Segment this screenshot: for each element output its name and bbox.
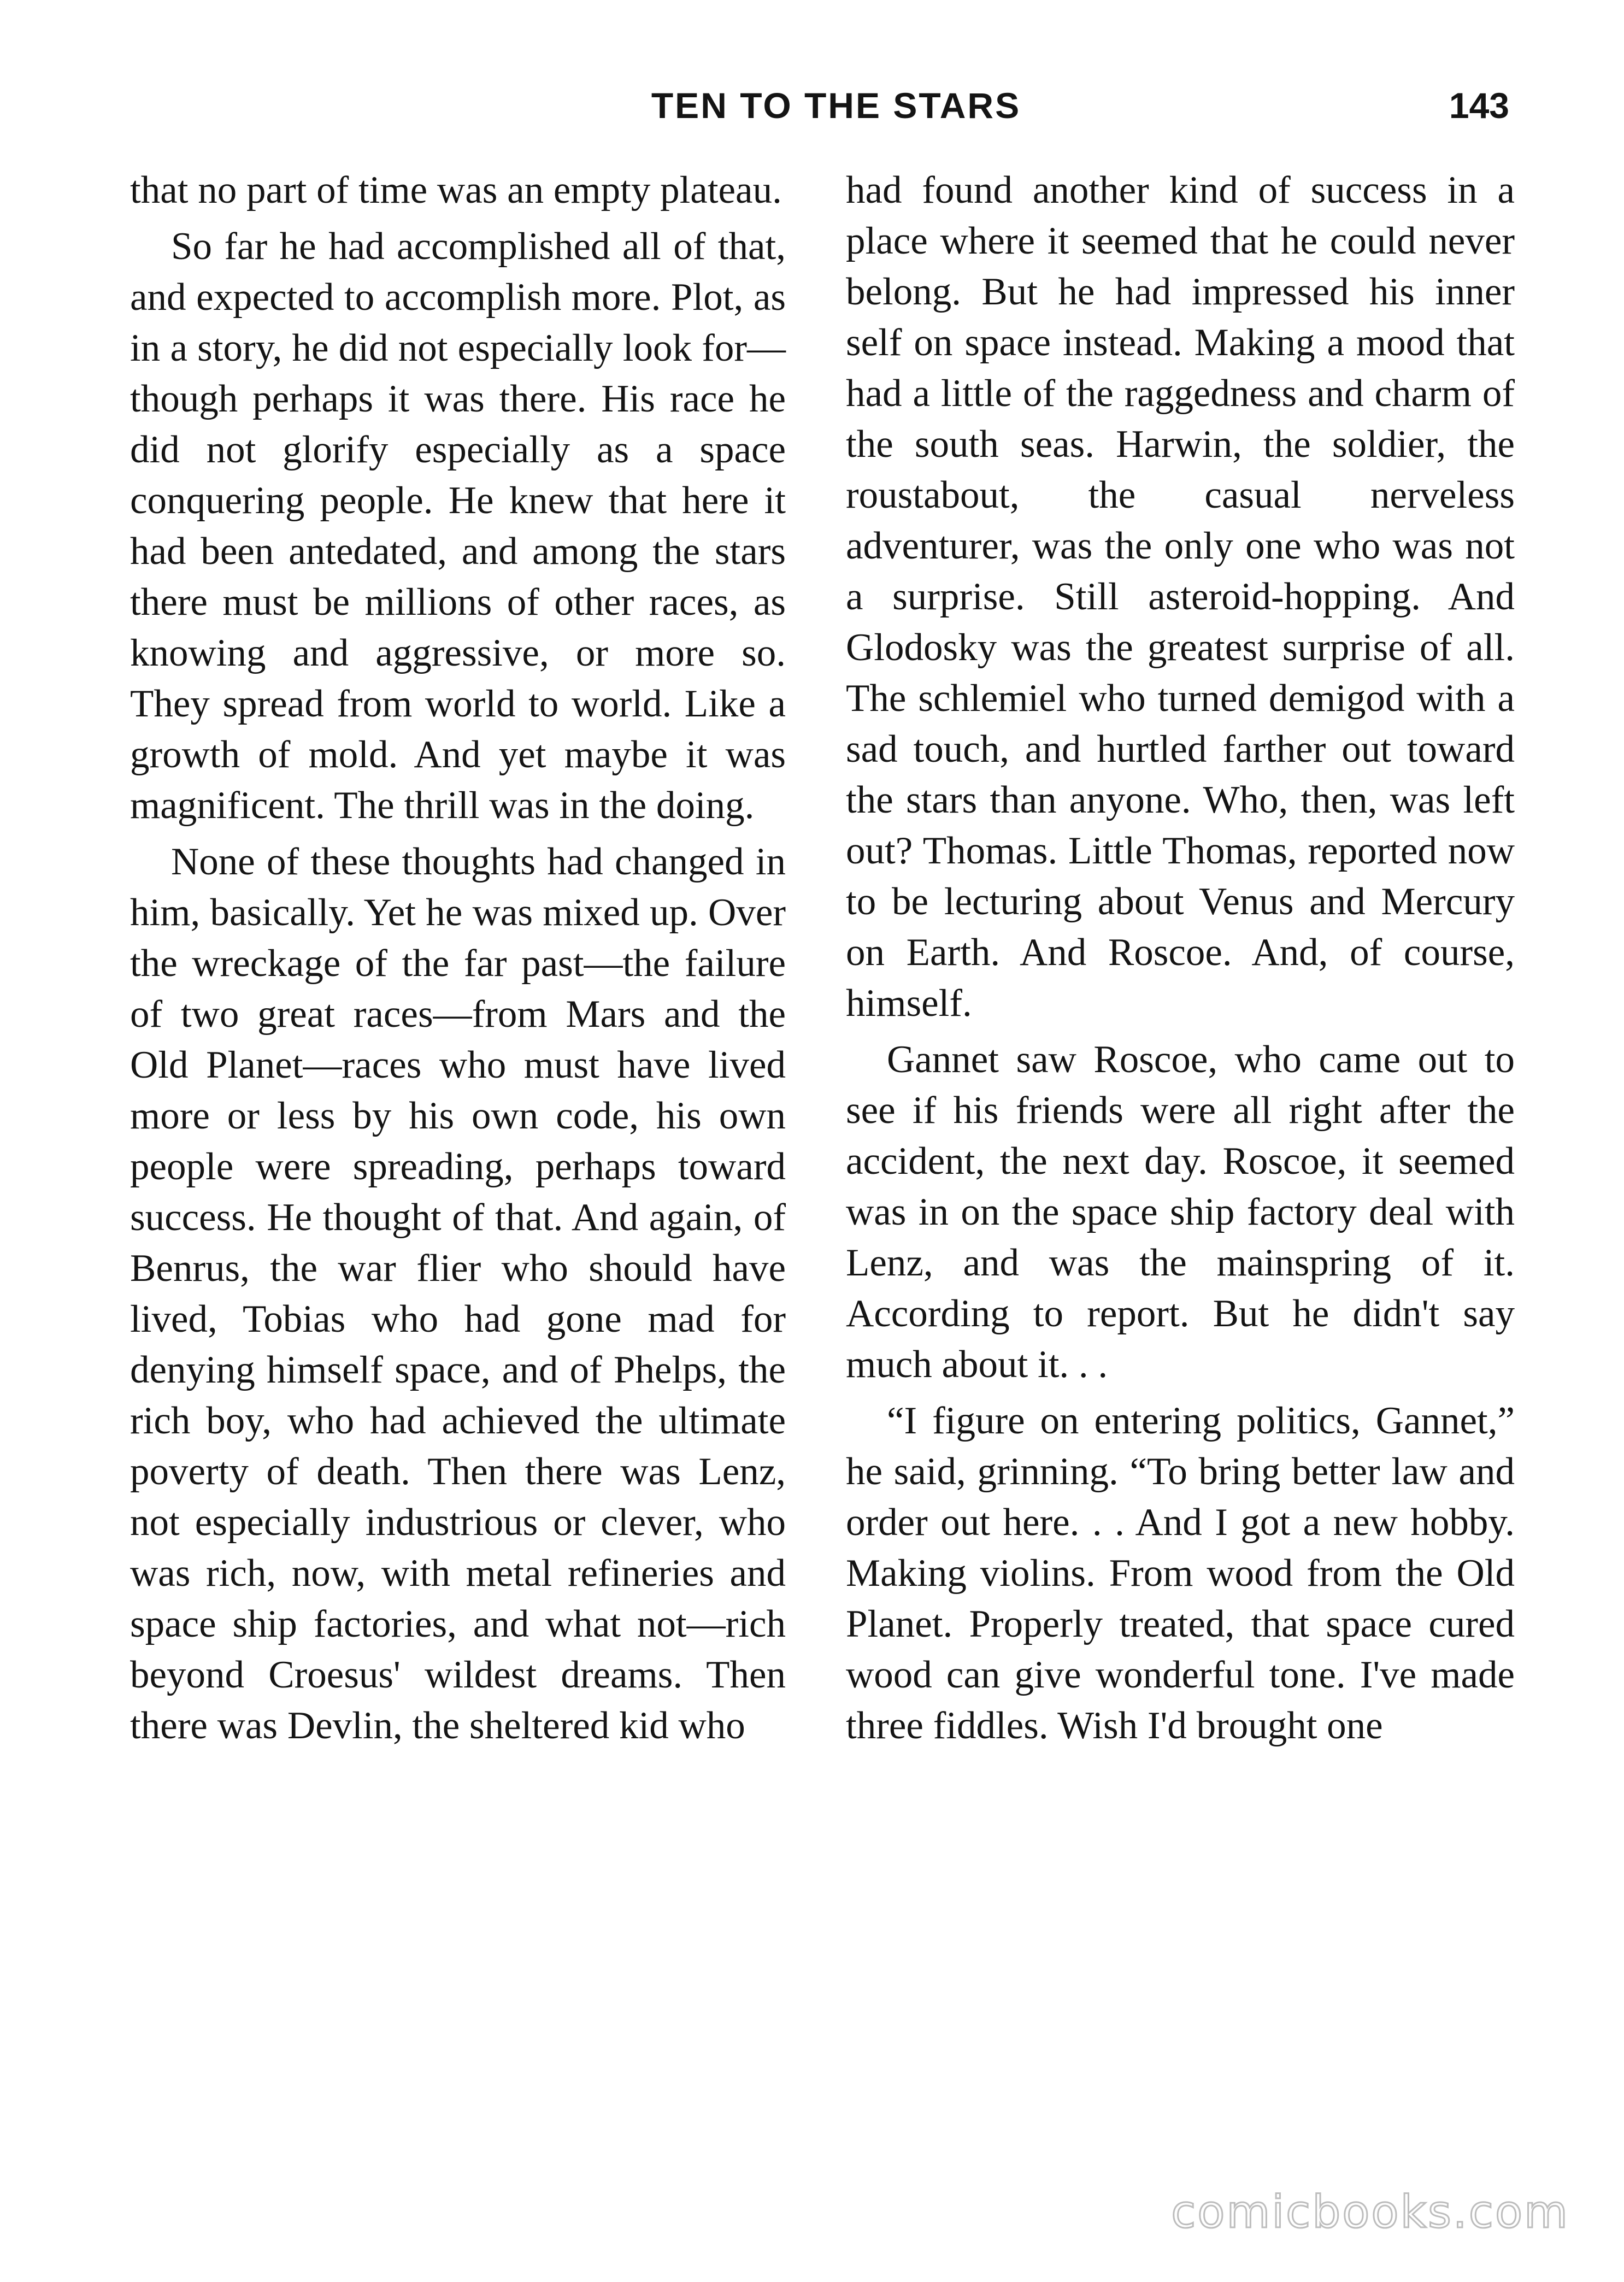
page-number: 143 (1449, 85, 1509, 126)
running-title: TEN TO THE STARS (651, 85, 1021, 126)
left-column (130, 165, 786, 1757)
paragraph: Gannet saw Roscoe, who came out to see if his friends were all right after the accident, the next day. Roscoe, it seemed was in on the space ship factory deal with Lenz, and was the mainspring of it. According to report. But he didn't say much about it. . . (846, 1038, 1515, 1386)
right-column (846, 165, 1515, 1757)
paragraph: None of these thoughts had changed in him, basically. Yet he was mixed up. Over the wreckage of the far past—the failure of two great races—from Mars and the Old Planet—races who must have lived more or less by his own code, his own people were spreading, perhaps toward success. He thought of that. And again, of Benrus, the war flier who should have lived, Tobias who had gone mad for denying himself space, and of Phelps, the rich boy, who had achieved the ultimate poverty of death. Then there was Lenz, not especially industrious or clever, who was rich, now, with metal refineries and space ship factories, and what not—rich beyond Croesus' wildest dreams. Then there was Devlin, the sheltered kid who (130, 840, 786, 1747)
paragraph: “I figure on entering politics, Gannet,” he said, grinning. “To bring better law and order out here. . . And I got a new hobby. Making violins. From wood from the Old Planet. Properly treated, that space cured wood can give wonderful tone. I've made three fiddles. Wish I'd brought one (846, 1399, 1515, 1747)
paragraph: had found another kind of success in a place where it seemed that he could never belong. But he had impressed his inner self on space instead. Making a mood that had a little of the raggedness and charm of the south seas. Harwin, the soldier, the roustabout, the casual nerveless adventurer, was the only one who was not a surprise. Still asteroid-hopping. And Glodosky was the greatest surprise of all. The schlemiel who turned demigod with a sad touch, and hurtled farther out toward the stars than anyone. Who, then, was left out? Thomas. Little Thomas, reported now to be lecturing about Venus and Mercury on Earth. And Roscoe. And, of course, himself. (846, 169, 1515, 1025)
paragraph: that no part of time was an empty plateau. (130, 169, 782, 211)
watermark: comicbooks.com (1171, 2186, 1569, 2238)
paragraph: So far he had accomplished all of that, and expected to accomplish more. Plot, as in a story, he did not especially look for—though perhaps it was there. His race he did not glorify especially as a space conquering people. He knew that here it had been antedated, and among the stars there must be millions of other races, as knowing and aggressive, or more so. They spread from world to world. Like a growth of mold. And yet maybe it was magnificent. The thrill was in the doing. (130, 225, 786, 827)
